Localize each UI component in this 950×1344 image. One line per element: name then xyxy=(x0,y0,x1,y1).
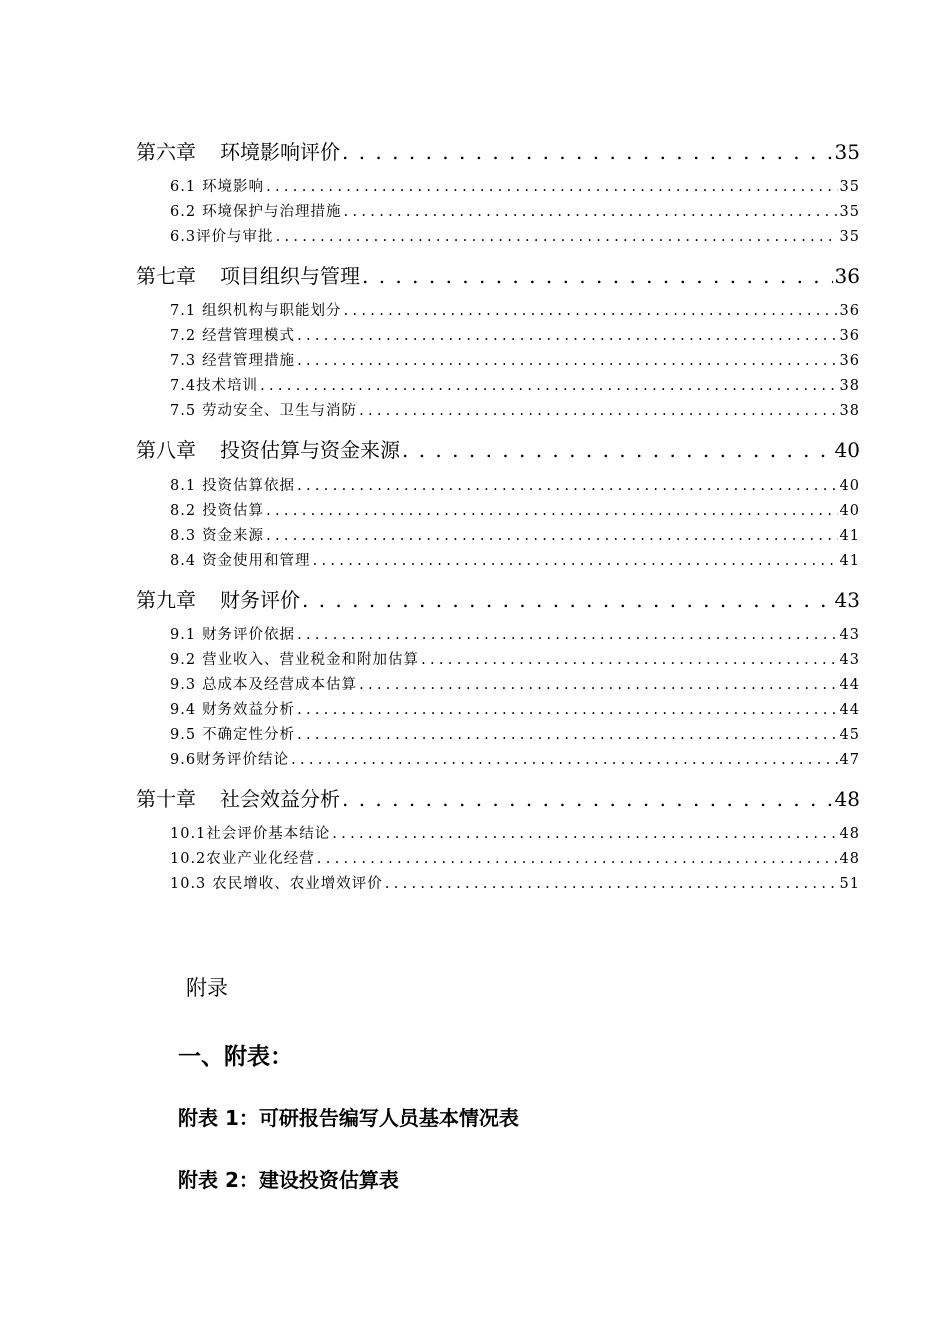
toc-section-10-3[interactable] xyxy=(170,873,860,895)
toc-number: 第九章 xyxy=(136,588,196,612)
toc-title: 财务评价依据 xyxy=(202,627,296,643)
toc-page: 35 xyxy=(839,179,860,195)
toc-leader xyxy=(359,674,837,696)
toc-section-9-6[interactable] xyxy=(170,749,860,771)
toc-number: 10.1 xyxy=(170,826,207,842)
toc-section-10-1[interactable] xyxy=(170,823,860,845)
toc-page: 36 xyxy=(834,264,860,288)
toc-number: 6.3 xyxy=(170,229,197,245)
toc-section-6-2[interactable] xyxy=(170,201,860,223)
toc-number: 7.3 xyxy=(170,353,197,369)
toc-leader xyxy=(344,201,838,223)
toc-number: 7.2 xyxy=(170,328,197,344)
toc-number: 10.2 xyxy=(170,851,207,867)
toc-title: 技术培训 xyxy=(196,378,259,394)
appendix-item-1: 附表 1：可研报告编写人员基本情况表 xyxy=(178,1106,519,1130)
toc-leader xyxy=(317,848,838,870)
toc-number: 9.2 xyxy=(170,652,197,668)
toc-leader xyxy=(342,785,833,813)
toc-page: 38 xyxy=(839,403,860,419)
toc-section-8-4[interactable] xyxy=(170,550,860,572)
toc-page: 44 xyxy=(839,702,860,718)
toc-page: 41 xyxy=(839,528,860,544)
toc-leader xyxy=(402,436,833,464)
toc-section-9-3[interactable] xyxy=(170,674,860,696)
toc-section-7-1[interactable] xyxy=(170,300,860,322)
toc-page: 40 xyxy=(834,438,860,462)
toc-section-7-4[interactable] xyxy=(170,375,860,397)
toc-leader xyxy=(291,749,837,771)
toc-leader xyxy=(266,525,837,547)
toc-section-9-4[interactable] xyxy=(170,699,860,721)
toc-number: 8.1 xyxy=(170,478,197,494)
toc-page: 36 xyxy=(839,303,860,319)
toc-leader xyxy=(266,176,837,198)
toc-title: 社会评价基本结论 xyxy=(206,826,331,842)
toc-number: 7.1 xyxy=(170,303,197,319)
toc-number: 6.1 xyxy=(170,179,197,195)
toc-title: 农业产业化经营 xyxy=(206,851,315,867)
toc-leader xyxy=(385,873,838,895)
toc-number: 6.2 xyxy=(170,204,197,220)
toc-leader xyxy=(421,649,837,671)
toc-section-10-2[interactable] xyxy=(170,848,860,870)
toc-section-8-2[interactable] xyxy=(170,500,860,522)
toc-title: 不确定性分析 xyxy=(202,727,296,743)
toc-leader xyxy=(313,550,838,572)
toc-leader xyxy=(332,823,837,845)
toc-page: 44 xyxy=(839,677,860,693)
toc-title: 营业收入、营业税金和附加估算 xyxy=(202,652,420,668)
toc-chapter-10[interactable] xyxy=(136,785,860,813)
toc-page: 48 xyxy=(834,787,860,811)
toc-number: 9.4 xyxy=(170,702,197,718)
toc-chapter-9[interactable] xyxy=(136,586,860,614)
toc-number: 9.1 xyxy=(170,627,197,643)
toc-page: 43 xyxy=(839,627,860,643)
toc-page: 45 xyxy=(839,727,860,743)
toc-chapter-7[interactable] xyxy=(136,262,860,290)
toc-leader xyxy=(297,475,837,497)
toc-number: 9.3 xyxy=(170,677,197,693)
toc-leader xyxy=(342,138,833,166)
toc-title: 投资估算依据 xyxy=(202,478,296,494)
toc-leader xyxy=(297,724,837,746)
toc-title: 财务效益分析 xyxy=(202,702,296,718)
toc-page: 40 xyxy=(839,503,860,519)
toc-number: 10.3 xyxy=(170,876,207,892)
toc-leader xyxy=(297,699,837,721)
toc-section-7-5[interactable] xyxy=(170,400,860,422)
toc-leader xyxy=(344,300,838,322)
toc-page: 43 xyxy=(839,652,860,668)
toc-leader xyxy=(359,400,837,422)
toc-leader xyxy=(362,262,833,290)
toc-chapter-6[interactable] xyxy=(136,138,860,166)
toc-number: 9.5 xyxy=(170,727,197,743)
toc-leader xyxy=(266,500,837,522)
toc-number: 8.2 xyxy=(170,503,197,519)
toc-title: 农民增收、农业增效评价 xyxy=(212,876,383,892)
toc-number: 8.4 xyxy=(170,553,197,569)
toc-title: 财务评价结论 xyxy=(196,752,290,768)
toc-title: 财务评价 xyxy=(220,588,300,612)
toc-title: 投资估算与资金来源 xyxy=(220,438,400,462)
toc-title: 经营管理模式 xyxy=(202,328,296,344)
toc-leader xyxy=(297,350,837,372)
toc-page: 41 xyxy=(839,553,860,569)
toc-section-9-1[interactable] xyxy=(170,624,860,646)
toc-number: 7.4 xyxy=(170,378,197,394)
toc-section-7-3[interactable] xyxy=(170,350,860,372)
toc-section-8-1[interactable] xyxy=(170,475,860,497)
toc-section-9-5[interactable] xyxy=(170,724,860,746)
toc-leader xyxy=(297,325,837,347)
toc-page: 40 xyxy=(839,478,860,494)
toc-title: 环境影响评价 xyxy=(220,140,340,164)
toc-page: 35 xyxy=(834,140,860,164)
toc-page: 48 xyxy=(839,826,860,842)
toc-page: 35 xyxy=(839,229,860,245)
toc-number: 9.6 xyxy=(170,752,197,768)
toc-chapter-8[interactable] xyxy=(136,436,860,464)
toc-title: 组织机构与职能划分 xyxy=(202,303,342,319)
toc-section-8-3[interactable] xyxy=(170,525,860,547)
toc-page: 48 xyxy=(839,851,860,867)
toc-title: 项目组织与管理 xyxy=(220,264,360,288)
toc-section-9-2[interactable] xyxy=(170,649,860,671)
appendix-item-2: 附表 2：建设投资估算表 xyxy=(178,1168,399,1192)
toc-page: 36 xyxy=(839,353,860,369)
toc-title: 环境保护与治理措施 xyxy=(202,204,342,220)
toc-number: 7.5 xyxy=(170,403,197,419)
appendix-heading: 附录 xyxy=(186,976,228,1000)
toc-number: 第十章 xyxy=(136,787,196,811)
toc-number: 第八章 xyxy=(136,438,196,462)
toc-title: 投资估算 xyxy=(202,503,265,519)
toc-title: 资金来源 xyxy=(202,528,265,544)
toc-title: 环境影响 xyxy=(202,179,265,195)
toc-section-6-3[interactable] xyxy=(170,226,860,248)
toc-leader xyxy=(297,624,837,646)
toc-title: 评价与审批 xyxy=(196,229,274,245)
toc-leader xyxy=(276,226,838,248)
toc-number: 8.3 xyxy=(170,528,197,544)
toc-page: 51 xyxy=(839,876,860,892)
toc-page: 35 xyxy=(839,204,860,220)
toc-section-6-1[interactable] xyxy=(170,176,860,198)
toc-number: 第七章 xyxy=(136,264,196,288)
toc-leader xyxy=(260,375,837,397)
toc-page: 47 xyxy=(839,752,860,768)
appendix-subheading: 一、附表： xyxy=(178,1044,293,1070)
toc-page: 43 xyxy=(834,588,860,612)
toc-leader xyxy=(302,586,833,614)
toc-page: 36 xyxy=(839,328,860,344)
toc-title: 劳动安全、卫生与消防 xyxy=(202,403,358,419)
toc-title: 经营管理措施 xyxy=(202,353,296,369)
toc-page: 38 xyxy=(839,378,860,394)
toc-title: 社会效益分析 xyxy=(220,787,340,811)
toc-title: 总成本及经营成本估算 xyxy=(202,677,358,693)
toc-section-7-2[interactable] xyxy=(170,325,860,347)
toc-number: 第六章 xyxy=(136,140,196,164)
toc-title: 资金使用和管理 xyxy=(202,553,311,569)
